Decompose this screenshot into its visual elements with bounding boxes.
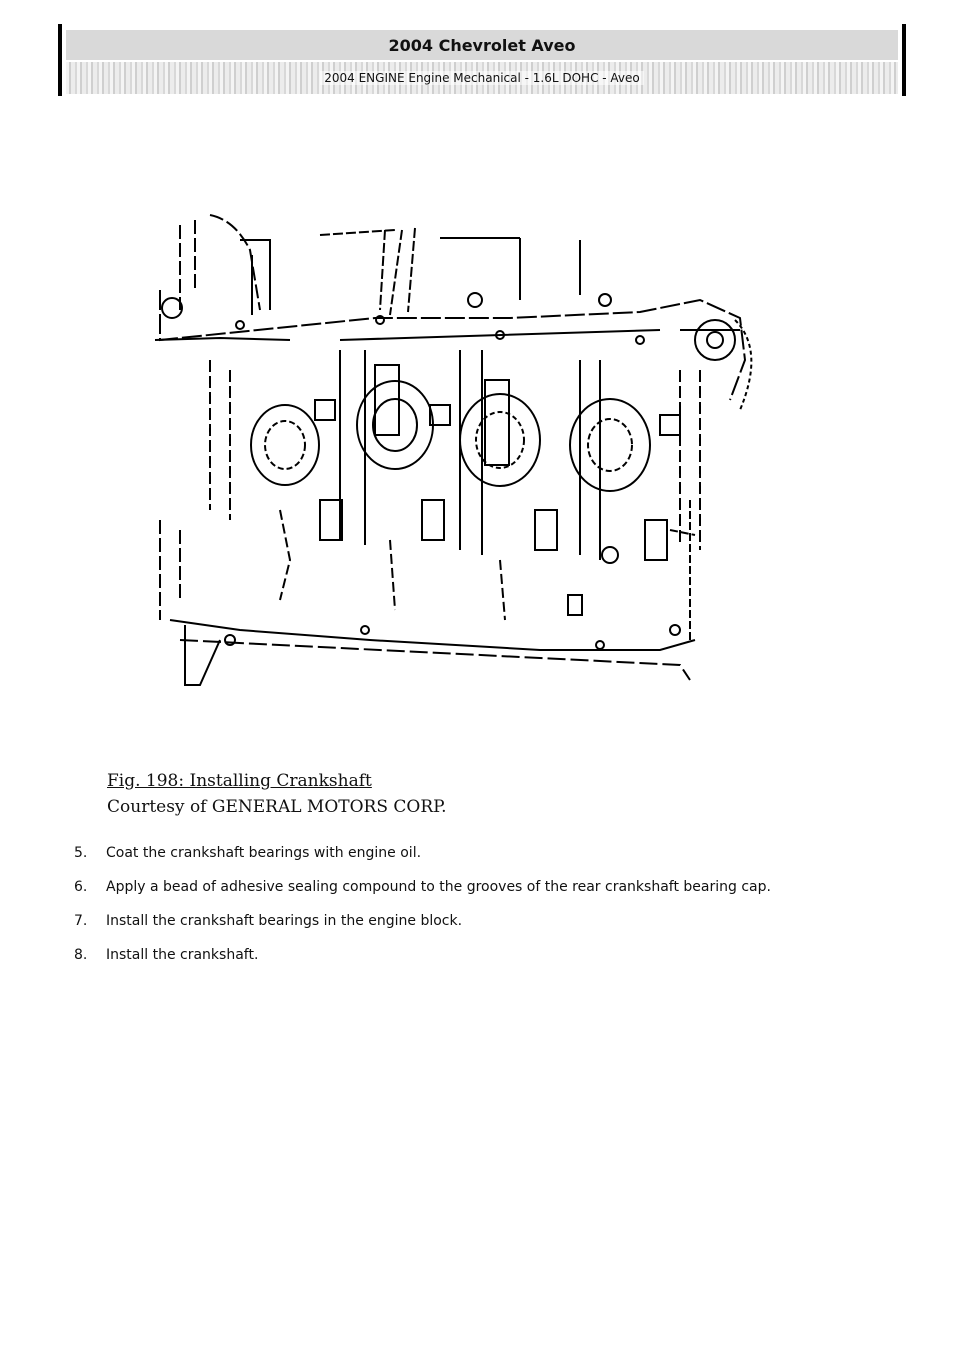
step-number: 8. [74, 947, 88, 963]
step-text: Install the crankshaft. [106, 947, 259, 963]
figure-caption: Fig. 198: Installing Crankshaft [107, 771, 372, 791]
step-text: Apply a bead of adhesive sealing compound to the grooves of the rear crankshaft bearing cap. [106, 879, 771, 895]
page-header [58, 24, 906, 96]
figure-caption-block [107, 768, 447, 820]
list-item [74, 876, 874, 898]
header-right-rule [902, 24, 906, 96]
header-left-rule [58, 24, 62, 96]
document-subtitle: 2004 ENGINE Engine Mechanical - 1.6L DOHC - Aveo [320, 71, 644, 85]
list-item [74, 910, 874, 932]
document-subtitle-bar [66, 62, 898, 94]
list-item [74, 842, 874, 864]
step-number: 7. [74, 913, 88, 929]
figure-courtesy: Courtesy of GENERAL MOTORS CORP. [107, 797, 447, 817]
step-number: 6. [74, 879, 88, 895]
engine-block-drawing [140, 200, 760, 700]
document-title: 2004 Chevrolet Aveo [66, 30, 898, 60]
step-text: Install the crankshaft bearings in the engine block. [106, 913, 463, 929]
crankshaft-illustration [140, 200, 760, 700]
list-item [74, 944, 874, 966]
step-number: 5. [74, 845, 88, 861]
procedure-steps [74, 842, 874, 978]
step-text: Coat the crankshaft bearings with engine oil. [106, 845, 422, 861]
